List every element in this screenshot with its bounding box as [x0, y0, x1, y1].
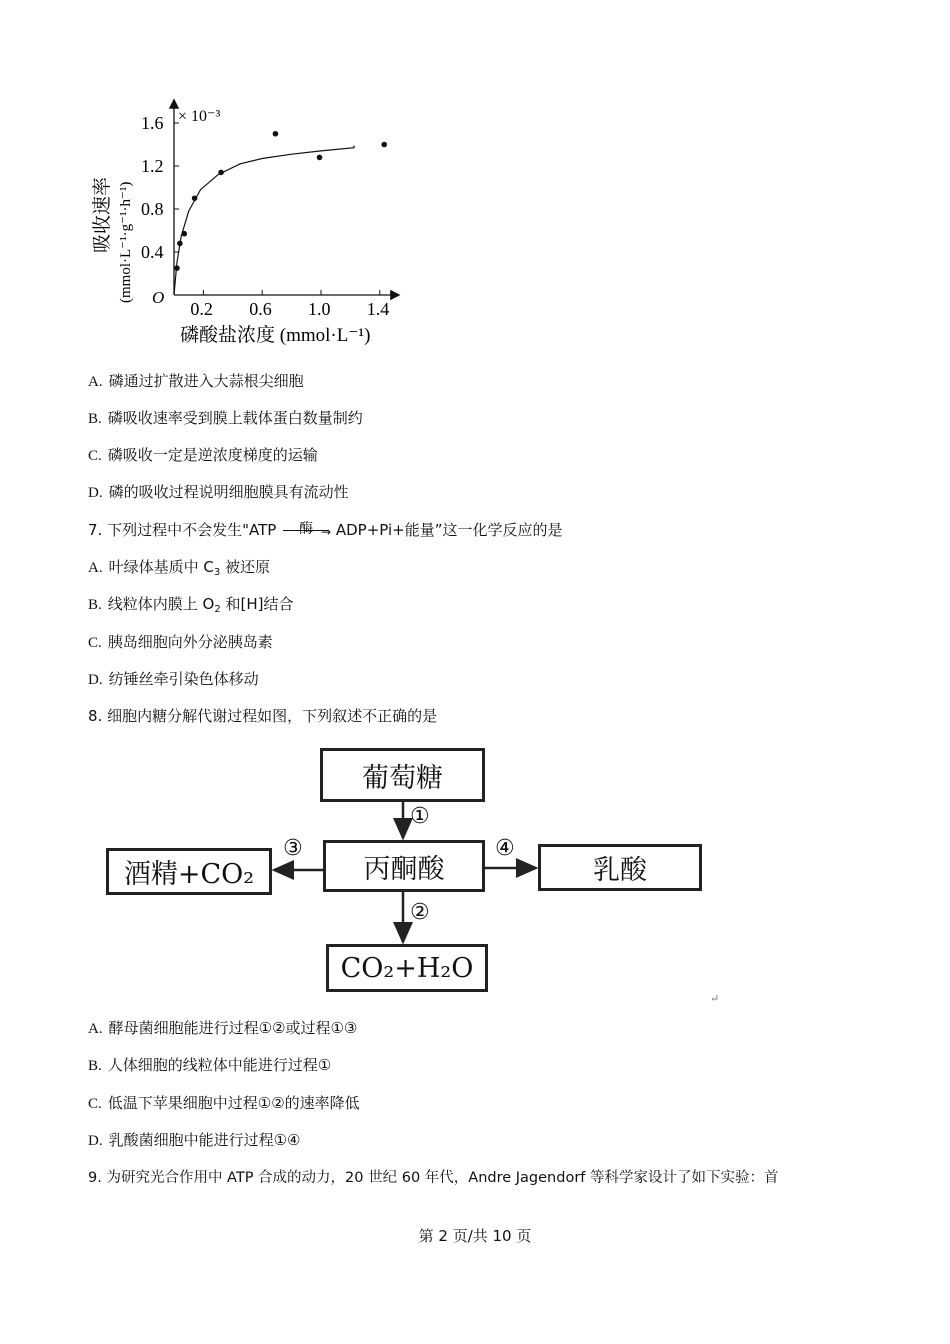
q7-stem — [88, 520, 563, 540]
option-text: 酵母菌细胞能进行过程①②或过程①③ — [108, 1019, 358, 1037]
q7-option-a — [88, 557, 270, 583]
q9-stem-text: 9. 为研究光合作用中 ATP 合成的动力，20 世纪 60 年代，Andre Jagendorf 等科学家设计了如下实验：首 — [88, 1170, 779, 1186]
option-text-post: 被还原 — [220, 558, 270, 576]
lactate-box: 乳酸 — [538, 844, 702, 891]
data-point — [273, 131, 279, 137]
q7-option-b — [88, 594, 293, 620]
return-mark: ↵ — [710, 992, 720, 1005]
enzyme-label: 酶 — [299, 521, 314, 537]
option-label: A. — [88, 560, 103, 576]
q8-stem-text: 8. 细胞内糖分解代谢过程如图，下列叙述不正确的是 — [88, 707, 438, 725]
q9-stem — [88, 1168, 779, 1188]
x-tick-label: 1.0 — [308, 299, 331, 319]
q6-option-b — [88, 408, 363, 429]
option-text: 人体细胞的线粒体中能进行过程① — [107, 1056, 332, 1074]
q6-option-d — [88, 482, 349, 503]
glycolysis-flow-diagram — [100, 740, 720, 1005]
data-point — [192, 195, 198, 201]
option-text: 胰岛细胞向外分泌胰岛素 — [107, 633, 273, 651]
scale-note: × 10⁻³ — [178, 108, 221, 125]
q8-option-d — [88, 1130, 301, 1151]
option-label: C. — [88, 635, 102, 651]
arrow-head-icon: → — [321, 525, 332, 539]
y-tick-label: 0.8 — [141, 199, 164, 219]
y-axis-unit: (mmol·L⁻¹·g⁻¹·h⁻¹) — [118, 181, 134, 303]
y-axis-label: 吸收速率 — [92, 176, 113, 253]
option-text: 纺锤丝牵引染色体移动 — [108, 670, 259, 688]
q7-option-c — [88, 632, 273, 653]
glucose-box: 葡萄糖 — [320, 748, 485, 802]
data-point — [381, 142, 387, 148]
option-text: 磷通过扩散进入大蒜根尖细胞 — [108, 372, 304, 390]
phosphate-uptake-chart — [80, 95, 420, 355]
option-text: 乳酸菌细胞中能进行过程①④ — [108, 1131, 301, 1149]
x-tick-label: 1.4 — [366, 299, 390, 319]
q7-stem-pre: 7. 下列过程中不会发生"ATP — [88, 521, 277, 539]
co2-h2o-box: CO₂+H₂O — [326, 944, 488, 992]
data-point — [174, 265, 180, 271]
option-text-post: 和[H]结合 — [220, 595, 294, 613]
q7-stem-post: ADP+Pi+能量”这一化学反应的是 — [335, 521, 563, 539]
fit-curve — [174, 146, 354, 295]
q8-option-c — [88, 1093, 360, 1114]
reaction-arrow — [281, 520, 331, 540]
x-tick-label: 0.6 — [249, 299, 272, 319]
page-footer: 第 2 页/共 10 页 — [418, 1227, 532, 1245]
option-text: 磷吸收一定是逆浓度梯度的运输 — [107, 446, 318, 464]
option-label: D. — [88, 1133, 103, 1149]
ethanol-co2-box: 酒精+CO₂ — [106, 848, 272, 895]
option-label: B. — [88, 1058, 102, 1074]
option-label: A. — [88, 374, 103, 390]
step-2-label: ② — [410, 900, 430, 925]
step-3-label: ③ — [283, 836, 303, 861]
q8-option-b — [88, 1055, 331, 1076]
option-label: A. — [88, 1021, 103, 1037]
option-label: B. — [88, 411, 102, 427]
option-label: D. — [88, 672, 103, 688]
q6-option-c — [88, 445, 318, 466]
y-tick-label: 1.2 — [141, 156, 164, 176]
option-text: 磷的吸收过程说明细胞膜具有流动性 — [108, 483, 349, 501]
subscript: 2 — [214, 604, 221, 615]
option-label: B. — [88, 597, 102, 613]
y-tick-label: 0.4 — [141, 242, 164, 262]
option-text-pre: 叶绿体基质中 C — [108, 558, 214, 576]
q6-option-a — [88, 371, 304, 392]
data-point — [177, 241, 183, 247]
step-1-label: ① — [410, 804, 430, 829]
option-text: 磷吸收速率受到膜上载体蛋白数量制约 — [107, 409, 363, 427]
step-4-label: ④ — [495, 836, 515, 861]
option-label: C. — [88, 1096, 102, 1112]
q8-stem — [88, 706, 437, 726]
option-label: C. — [88, 448, 102, 464]
option-label: D. — [88, 485, 103, 501]
subscript: 3 — [213, 567, 221, 578]
pyruvate-box: 丙酮酸 — [323, 840, 485, 892]
data-point — [218, 170, 224, 176]
option-text-pre: 线粒体内膜上 O — [107, 595, 215, 613]
q8-option-a — [88, 1018, 357, 1039]
q7-option-d — [88, 669, 259, 690]
flow-arrows — [100, 740, 720, 1005]
origin-label: O — [152, 288, 165, 307]
y-tick-label: 1.6 — [141, 113, 164, 133]
data-point — [181, 231, 187, 237]
x-axis-label: 磷酸盐浓度 (mmol·L⁻¹) — [180, 325, 371, 346]
data-point — [317, 155, 323, 161]
option-text: 低温下苹果细胞中过程①②的速率降低 — [107, 1094, 360, 1112]
x-tick-label: 0.2 — [190, 299, 213, 319]
